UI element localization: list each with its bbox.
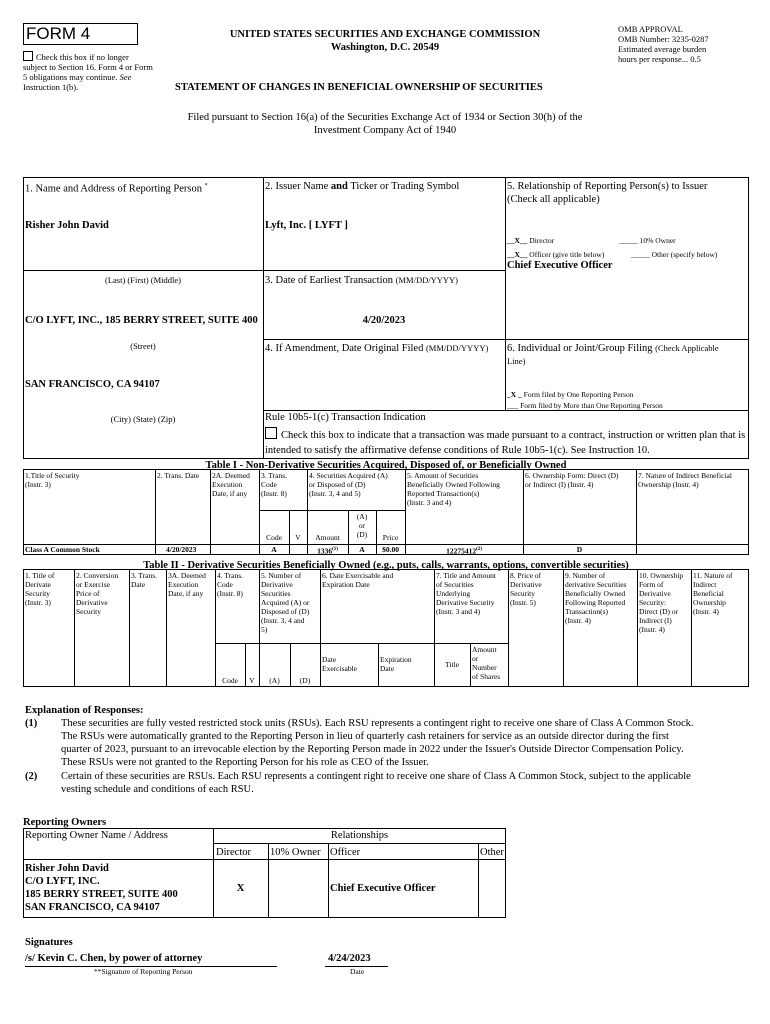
t1-row-ad: A	[359, 545, 365, 554]
rule-title: Rule 10b5-1(c) Transaction Indication	[265, 412, 426, 423]
owners-col-ten: 10% Owner	[270, 847, 321, 858]
t2-sub-d: (D)	[299, 676, 311, 685]
box1-label: 1. Name and Address of Reporting Person *	[25, 183, 208, 195]
t2-c3a: 3A. Deemed Execution Date, if any	[168, 571, 206, 598]
section16-checkbox[interactable]	[23, 51, 33, 61]
t1-sub-ad: (A) or (D)	[356, 512, 368, 539]
t1-sub-v: V	[295, 533, 301, 542]
t1-row-date: 4/20/2023	[166, 545, 197, 554]
table2-title: Table II - Derivative Securities Beneficially Owned (e.g., puts, calls, warrants, options, convertible securities)	[143, 560, 629, 571]
name-caption: (Last) (First) (Middle)	[104, 275, 181, 285]
section16-checkbox-note: Check this box if no longer subject to Section 16. Form 4 or Form 5 obligations may continue. See Instruction 1(b).	[23, 52, 153, 92]
officer-option: __X__ Officer (give title below)	[507, 250, 605, 259]
t2-c8: 8. Price of Derivative Security (Instr. 5)	[510, 571, 542, 607]
t1-h1: 1.Title of Security (Instr. 3)	[25, 471, 80, 489]
reporting-city: SAN FRANCISCO, CA 94107	[25, 379, 160, 390]
t1-row-title: Class A Common Stock	[25, 545, 100, 554]
t1-h2: 2. Trans. Date	[157, 471, 200, 480]
owners-col-name: Reporting Owner Name / Address	[25, 830, 168, 841]
t1-row-code: A	[271, 545, 277, 554]
footnote-1-number: (1)	[25, 718, 38, 729]
issuer-name: Lyft, Inc. [ LYFT ]	[265, 220, 348, 231]
box2-label: 2. Issuer Name and Ticker or Trading Symbol	[265, 181, 460, 192]
city-caption: (City) (State) (Zip)	[110, 414, 176, 424]
owners-col-officer: Officer	[330, 847, 361, 858]
box4-label: 4. If Amendment, Date Original Filed (MM/DD/YYYY)	[265, 343, 489, 354]
agency-name: UNITED STATES SECURITIES AND EXCHANGE COMMISSION	[229, 29, 541, 40]
t2-sub-date-ex: Date Exercisable	[322, 655, 357, 673]
box6-label: 6. Individual or Joint/Group Filing (Check Applicable Line)	[507, 343, 719, 366]
t2-c10: 10. Ownership Form of Derivative Security: Direct (D) or Indirect (I) (Instr. 4)	[639, 571, 684, 634]
t1-sub-code: Code	[266, 533, 282, 542]
filed-pursuant: Filed pursuant to Section 16(a) of the Securities Exchange Act of 1934 or Section 30(h) of the Investment Company Act of 1940	[187, 112, 583, 136]
signature-value: /s/ Kevin C. Chen, by power of attorney	[25, 953, 203, 964]
omb-approval: OMB APPROVAL OMB Number: 3235-0287 Estimated average burden hours per response... 0.5	[618, 24, 709, 64]
t2-c7: 7. Title and Amount of Securities Underlying Derivative Security (Instr. 3 and 4)	[436, 571, 497, 616]
owners-col-relationships: Relationships	[330, 830, 389, 841]
owner-officer-value: Chief Executive Officer	[330, 883, 436, 894]
ten-percent-option: _____ 10% Owner	[619, 236, 676, 245]
t2-c3: 3. Trans. Date	[131, 571, 158, 589]
t2-c5: 5. Number of Derivative Securities Acquired (A) or Disposed of (D) (Instr. 3, 4 and 5)	[261, 571, 310, 634]
signature-caption: **Signature of Reporting Person	[94, 967, 193, 976]
t2-sub-exp: Expiration Date	[380, 655, 412, 673]
t2-sub-a: (A)	[269, 676, 280, 685]
reporting-person-name: Risher John David	[25, 220, 109, 231]
reporting-street: C/O LYFT, INC., 185 BERRY STREET, SUITE 400	[25, 315, 258, 326]
t1-row-form: D	[576, 545, 583, 554]
t2-sub-v: V	[249, 676, 255, 685]
t1-row-owned: 12275412$^{(2)}$	[446, 546, 482, 556]
signature-date: 4/24/2023	[328, 953, 371, 964]
t2-sub-code: Code	[222, 676, 238, 685]
footnote-2-number: (2)	[25, 771, 38, 782]
owners-col-director: Director	[216, 847, 251, 858]
t2-c4: 4. Trans. Code (Instr. 8)	[217, 571, 244, 598]
street-caption: (Street)	[130, 341, 156, 351]
signatures-heading: Signatures	[25, 937, 73, 948]
other-option: _____ Other (specify below)	[631, 250, 718, 259]
director-option: __X__ Director	[507, 236, 555, 245]
rule-text: Check this box to indicate that a transaction was made pursuant to a contract, instruction or written plan that is intended to satisfy the affirmative defense conditions of Rule 10b5-1(c). See Instruction 10.	[265, 427, 747, 458]
one-person-option: _X _ Form filed by One Reporting Person	[507, 390, 634, 399]
t1-h3: 3. Trans. Code (Instr. 8)	[261, 471, 288, 498]
multiple-person-option: ___ Form filed by More than One Reporting Person	[507, 401, 663, 410]
officer-title: Chief Executive Officer	[507, 260, 613, 271]
footnote-2-text: Certain of these securities are RSUs. Each RSU represents a contingent right to receive one share of Class A Common Stock, subject to the applicable vesting schedule and conditions of each RSU.	[61, 771, 691, 795]
t1-h7: 7. Nature of Indirect Beneficial Ownership (Instr. 4)	[638, 471, 732, 489]
owners-heading: Reporting Owners	[23, 817, 107, 828]
box5-label: 5. Relationship of Reporting Person(s) to Issuer (Check all applicable)	[507, 181, 708, 205]
t1-h2a: 2A. Deemed Execution Date, if any	[212, 471, 250, 498]
t1-h4: 4. Securities Acquired (A) or Disposed of (D) (Instr. 3, 4 and 5)	[309, 471, 388, 498]
box3-label: 3. Date of Earliest Transaction (MM/DD/YYYY)	[265, 275, 458, 286]
t2-c11: 11. Nature of Indirect Beneficial Ownership (Instr. 4)	[693, 571, 733, 616]
t2-c1: 1. Title of Derivate Security (Instr. 3)	[25, 571, 55, 607]
footnote-1-text: These securities are fully vested restricted stock units (RSUs). Each RSU represents a contingent right to receive one share of Class A Common Stock. The RSUs were automatically granted to the Reporting Person in lieu of quarterly cash retainers for service as an outside director during the first quarter of 2023, pursuant to an irrevocable election by the Reporting Person made in 2022 under the Issuer's Outside Director Compensation Policy. These RSUs were not granted to the Reporting Person for his role as CEO of the Issuer.	[61, 718, 694, 768]
statement-title: STATEMENT OF CHANGES IN BENEFICIAL OWNERSHIP OF SECURITIES	[175, 82, 543, 93]
owner-address: Risher John David C/O LYFT, INC. 185 BERRY STREET, SUITE 400 SAN FRANCISCO, CA 94107	[25, 863, 178, 913]
form-title: FORM 4	[26, 24, 91, 43]
earliest-transaction-date: 4/20/2023	[362, 315, 406, 326]
owner-director-value: X	[236, 883, 245, 894]
t1-sub-amount: Amount	[315, 533, 340, 542]
t2-c9: 9. Number of derivative Securities Beneficially Owned Following Reported Transaction(s) (Instr. 4)	[565, 571, 627, 625]
t2-c2: 2. Conversion or Exercise Price of Derivative Security	[76, 571, 119, 616]
date-caption: Date	[350, 967, 365, 976]
t2-sub-title: Title	[445, 660, 459, 669]
agency-city: Washington, D.C. 20549	[330, 42, 440, 53]
t2-c6: 6. Date Exercisable and Expiration Date	[322, 571, 394, 589]
t1-h5: 5. Amount of Securities Beneficially Owned Following Reported Transaction(s) (Instr. 3 and 4)	[407, 471, 500, 507]
explanation-heading: Explanation of Responses:	[25, 705, 144, 716]
table1-title: Table I - Non-Derivative Securities Acquired, Disposed of, or Beneficially Owned	[205, 460, 567, 471]
t1-row-amount: 1336$^{(1)}$	[317, 546, 338, 556]
t1-h6: 6. Ownership Form: Direct (D) or Indirect (I) (Instr. 4)	[525, 471, 619, 489]
rule-checkbox[interactable]	[265, 427, 277, 439]
t1-sub-price: Price	[382, 533, 399, 542]
t2-sub-amount: Amount or Number of Shares	[472, 645, 501, 681]
t1-row-price: $0.00	[382, 545, 399, 554]
owners-col-other: Other	[480, 847, 504, 858]
